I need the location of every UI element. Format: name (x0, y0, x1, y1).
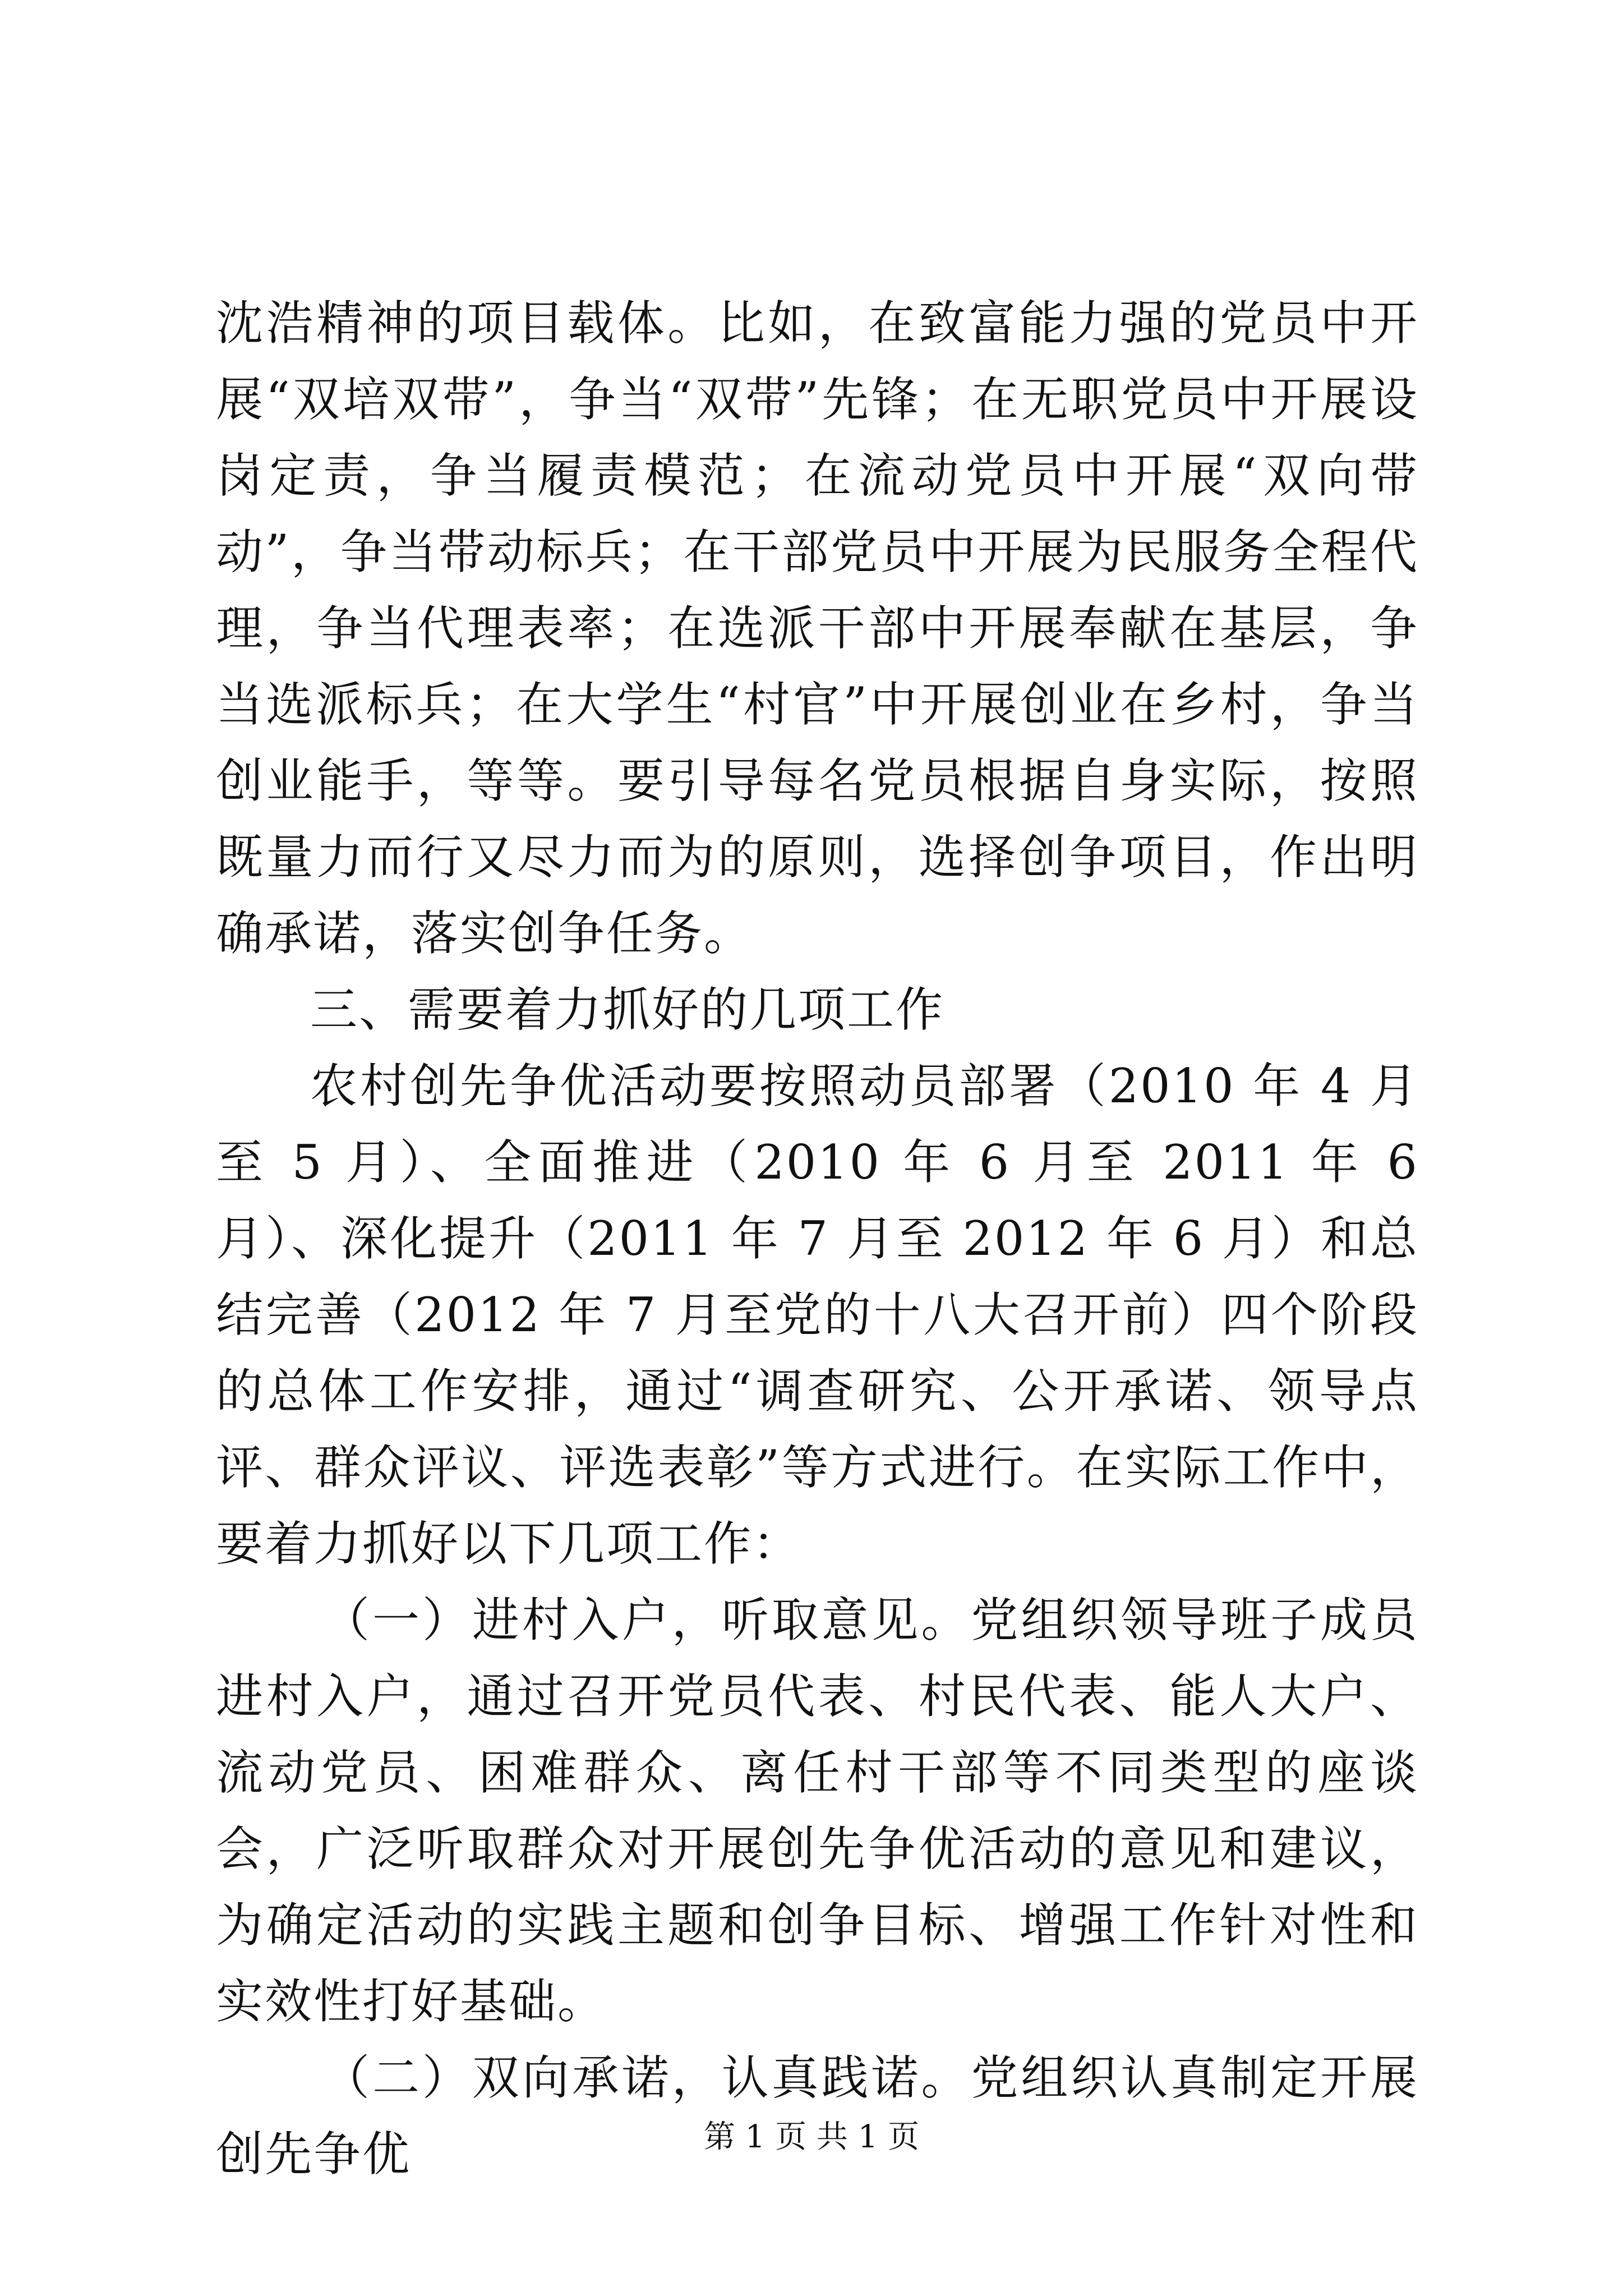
paragraph-stages: 农村创先争优活动要按照动员部署（2010 年 4 月至 5 月）、全面推进（2010 年 6 月至 2011 年 6 月）、深化提升（2011 年 7 月至 2012 年 6 月）和总结完善（2012 年 7 月至党的十八大召开前）四个阶段的总体工作安排，通过“调查研究、公开承诺、领导点评、群众评议、评选表彰”等方式进行。在实际工作中，要着力抓好以下几项工作： (216, 1059, 1419, 1571)
paragraph-continuation: 沈浩精神的项目载体。比如，在致富能力强的党员中开展“双培双带”，争当“双带”先锋；在无职党员中开展设岗定责，争当履责模范；在流动党员中开展“双向带动”，争当带动标兵；在干部党员中开展为民服务全程代理，争当代理表率；在选派干部中开展奉献在基层，争当选派标兵；在大学生“村官”中开展创业在乡村，争当创业能手，等等。要引导每名党员根据自身实际，按照既量力而行又尽力而为的原则，选择创争项目，作出明确承诺，落实创争任务。 (216, 296, 1419, 961)
paragraph-item-one: （一）进村入户，听取意见。党组织领导班子成员进村入户，通过召开党员代表、村民代表、能人大户、流动党员、困难群众、离任村干部等不同类型的座谈会，广泛听取群众对开展创先争优活动的意见和建议，为确定活动的实践主题和创争目标、增强工作针对性和实效性打好基础。 (216, 1593, 1419, 2029)
document-body (216, 285, 1419, 2192)
section-heading: 三、需要着力抓好的几项工作 (310, 982, 945, 1037)
paragraph-item-two: （二）双向承诺，认真践诺。党组织认真制定开展创先争优 (216, 2050, 1419, 2182)
page-footer: 第 1 页 共 1 页 (703, 2119, 920, 2155)
